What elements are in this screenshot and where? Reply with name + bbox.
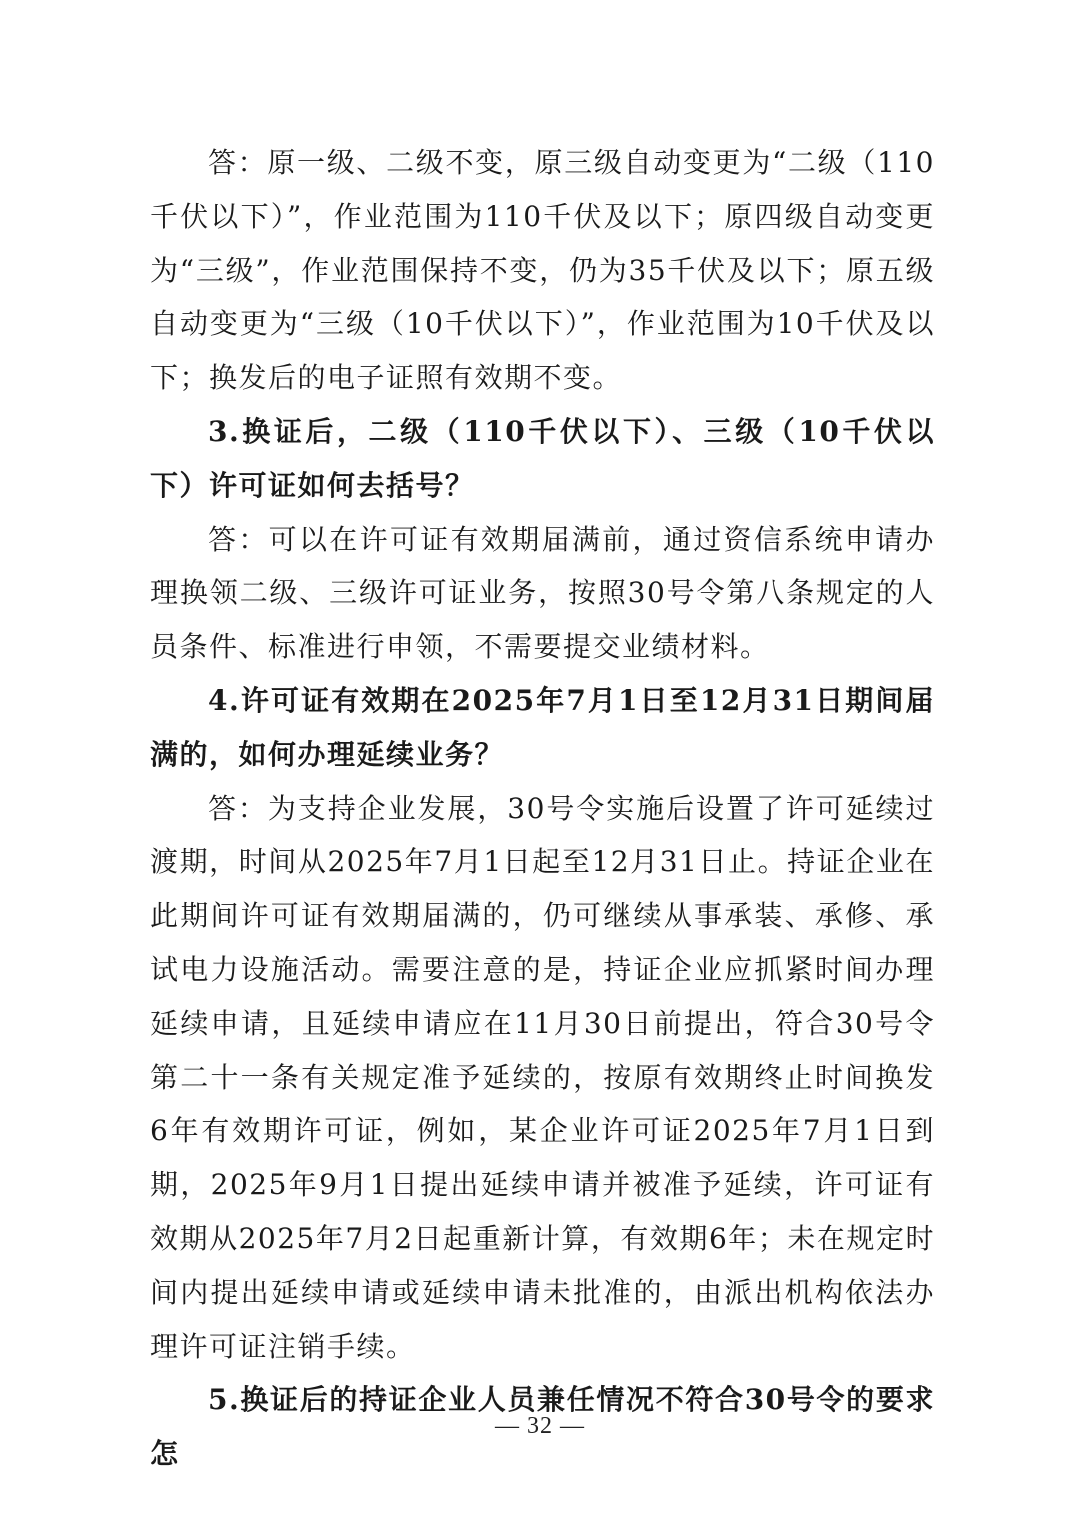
question-heading-4: 4.许可证有效期在2025年7月1日至12月31日期间届满的，如何办理延续业务？ [150,683,935,771]
document-body [150,136,935,1481]
answer-paragraph-4: 答：为支持企业发展，30号令实施后设置了许可延续过渡期，时间从2025年7月1日起至12月31日止。持证企业在此期间许可证有效期届满的，仍可继续从事承装、承修、承试电力设施活动。需要注意的是，持证企业应抓紧时间办理延续申请，且延续申请应在11月30日前提出，符合30号令第二十一条有关规定准予延续的，按原有效期终止时间换发6年有效期许可证，例如，某企业许可证2025年7月1日到期，2025年9月1日提出延续申请并被准予延续，许可证有效期从2025年7月2日起重新计算，有效期6年；未在规定时间内提出延续申请或延续申请未批准的，由派出机构依法办理许可证注销手续。 [150,791,935,1363]
answer-paragraph-2: 答：原一级、二级不变，原三级自动变更为“二级（110千伏以下）”，作业范围为110千伏及以下；原四级自动变更为“三级”，作业范围保持不变，仍为35千伏及以下；原五级自动变更为“三级（10千伏以下）”，作业范围为10千伏及以下；换发后的电子证照有效期不变。 [150,146,935,395]
page-number: — 32 — [495,1413,585,1439]
answer-paragraph-3: 答：可以在许可证有效期届满前，通过资信系统申请办理换领二级、三级许可证业务，按照30号令第八条规定的人员条件、标准进行申领，不需要提交业绩材料。 [150,522,935,664]
question-heading-3: 3.换证后，二级（110千伏以下）、三级（10千伏以下）许可证如何去括号？ [150,414,935,502]
question-heading-5: 5.换证后的持证企业人员兼任情况不符合30号令的要求怎 [150,1383,935,1471]
